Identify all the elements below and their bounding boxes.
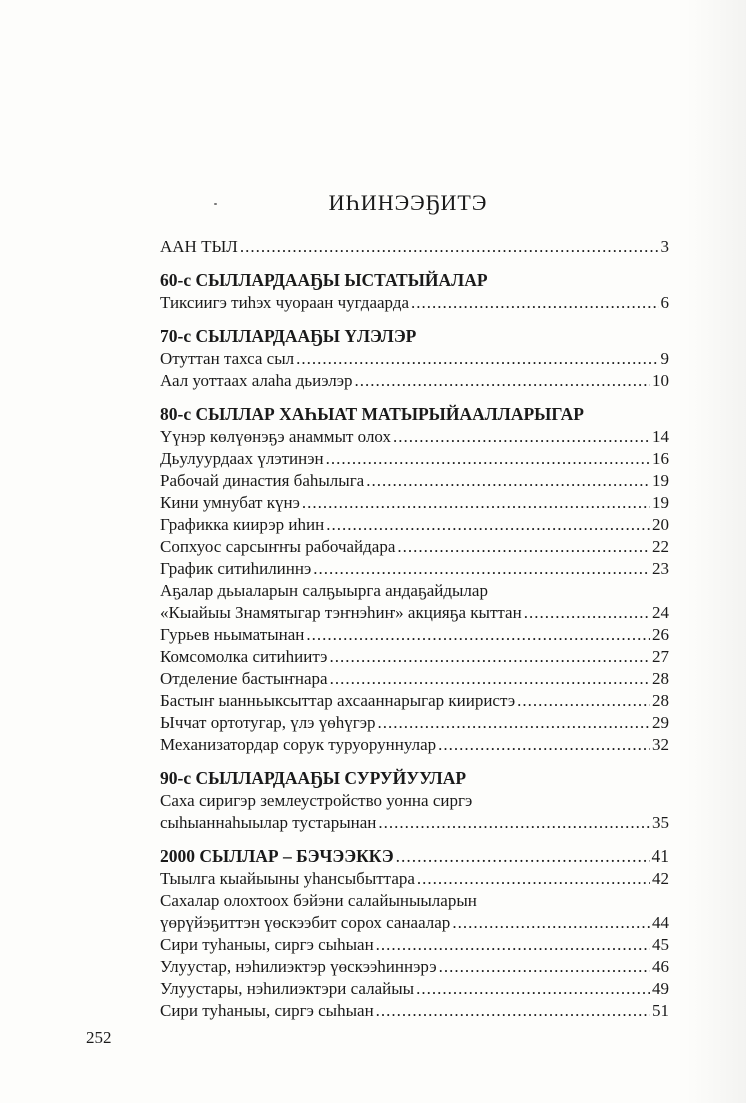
dot-leader — [240, 236, 659, 258]
dot-leader — [524, 602, 650, 624]
dot-leader — [378, 712, 651, 734]
section-heading-text: 2000 СЫЛЛАР – БЭЧЭЭККЭ — [160, 846, 394, 866]
toc-entry — [160, 470, 669, 492]
toc-entry — [160, 624, 669, 646]
section-heading — [160, 402, 669, 426]
page-ref: 42 — [652, 869, 669, 888]
entry-title: Рабочай династия баһылыга — [160, 471, 365, 490]
toc-section — [160, 236, 669, 258]
dot-leader — [296, 348, 658, 370]
dot-leader — [306, 624, 650, 646]
toc-entry — [160, 890, 669, 912]
dot-leader — [376, 1000, 650, 1022]
entry-title: Бастыҥ ыанньыксыттар ахсааннарыгар кииристэ — [160, 691, 516, 710]
page-ref: 19 — [652, 493, 669, 512]
entry-title: График ситиһилиннэ — [160, 559, 312, 578]
toc-entry — [160, 978, 669, 1000]
page-ref: 23 — [652, 559, 669, 578]
page-ref: 28 — [652, 669, 669, 688]
entry-title: үөрүйэҕиттэн үөскээбит сорох санаалар — [160, 913, 451, 932]
page-number: 252 — [86, 1028, 112, 1047]
page-ref: 46 — [652, 957, 669, 976]
section-heading-text: 80-с СЫЛЛАР ХАҺЫАТ МАТЫРЫЙААЛЛАРЫГАР — [160, 404, 584, 424]
entry-title: Үүнэр көлүөнэҕэ анаммыт олох — [160, 427, 392, 446]
toc-entry — [160, 448, 669, 470]
dot-leader — [313, 558, 650, 580]
toc-section — [160, 402, 669, 756]
entry-title: Тыылга кыайыыны уһансыбыттара — [160, 869, 415, 888]
section-heading-text: 60-с СЫЛЛАРДААҔЫ ЫСТАТЫЙАЛАР — [160, 270, 488, 290]
dot-leader — [439, 956, 650, 978]
toc-entry — [160, 956, 669, 978]
entry-title: Саха сиригэр землеустройство уонна сиргэ — [160, 791, 473, 810]
entry-title: Сири туһаныы, сиргэ сыһыан — [160, 935, 374, 954]
toc-entry — [160, 790, 669, 812]
toc-entry — [160, 734, 669, 756]
section-heading — [160, 268, 669, 292]
page-ref: 24 — [652, 603, 669, 622]
page-ref: 16 — [652, 449, 669, 468]
section-heading-text: 70-с СЫЛЛАРДААҔЫ ҮЛЭЛЭР — [160, 326, 417, 346]
toc-entry — [160, 812, 669, 834]
toc-entry — [160, 668, 669, 690]
dot-leader — [416, 978, 650, 1000]
entry-title: Аҕалар дьыаларын салҕыырга андаҕайдылар — [160, 581, 488, 600]
page-ref: 27 — [652, 647, 669, 666]
section-heading-text: 90-с СЫЛЛАРДААҔЫ СУРУЙУУЛАР — [160, 768, 467, 788]
toc-entry — [160, 934, 669, 956]
toc-section — [160, 324, 669, 392]
toc-entry — [160, 712, 669, 734]
page-ref: 9 — [660, 349, 669, 368]
toc-entry — [160, 868, 669, 890]
toc-entry — [160, 558, 669, 580]
section-heading — [160, 324, 669, 348]
entry-title: Графикка киирэр иһин — [160, 515, 325, 534]
page-ref: 10 — [652, 371, 669, 390]
dot-leader — [326, 448, 650, 470]
toc-entry — [160, 348, 669, 370]
dot-leader — [326, 514, 650, 536]
toc-entry — [160, 690, 669, 712]
section-heading — [160, 236, 669, 258]
toc-section — [160, 766, 669, 834]
page-ref: 6 — [660, 293, 669, 312]
page-ref: 44 — [652, 913, 669, 932]
dot-leader — [330, 668, 650, 690]
entry-title: Сопхуос сарсыҥҥы рабочайдара — [160, 537, 396, 556]
entry-title: сыһыаннаһыылар тустарынан — [160, 813, 377, 832]
page-ref: 35 — [652, 813, 669, 832]
page-ref: 51 — [652, 1001, 669, 1020]
entry-title: Механизатордар сорук туруоруннулар — [160, 735, 437, 754]
page-ref: 19 — [652, 471, 669, 490]
scan-shading — [686, 0, 746, 1103]
page-ref: 22 — [652, 537, 669, 556]
toc-section — [160, 268, 669, 314]
entry-title: Тиксиигэ тиһэх чуораан чугдаарда — [160, 293, 410, 312]
toc-entry — [160, 536, 669, 558]
dot-leader — [411, 292, 658, 314]
dot-leader — [438, 734, 650, 756]
entry-title: Улуустары, нэһилиэктэри салайыы — [160, 979, 415, 998]
toc-entry — [160, 912, 669, 934]
page-ref: 29 — [652, 713, 669, 732]
dot-leader — [355, 370, 650, 392]
dot-leader — [329, 646, 650, 668]
entry-title: Гурьев ньыматынан — [160, 625, 305, 644]
section-heading — [160, 766, 669, 790]
toc-entry — [160, 370, 669, 392]
page-ref: 26 — [652, 625, 669, 644]
entry-title: Комсомолка ситиһиитэ — [160, 647, 328, 666]
entry-title: Отделение бастыҥнара — [160, 669, 328, 688]
page-title: ИҺИНЭЭҔИТЭ — [328, 190, 488, 215]
page-ref: 3 — [660, 237, 669, 256]
page-ref: 32 — [652, 735, 669, 754]
entry-title: Сахалар олохтоох бэйэни салайыныыларын — [160, 891, 477, 910]
dot-leader — [393, 426, 650, 448]
toc-entry — [160, 292, 669, 314]
dot-leader — [396, 844, 650, 868]
toc-section — [160, 844, 669, 1022]
page-ref: 28 — [652, 691, 669, 710]
table-of-contents — [160, 236, 669, 1032]
toc-entry — [160, 426, 669, 448]
entry-title: «Кыайыы Знамятыгар тэҥнэһиҥ» акцияҕа кыттан — [160, 603, 522, 622]
dot-leader — [302, 492, 650, 514]
toc-entry — [160, 580, 669, 602]
toc-entry — [160, 1000, 669, 1022]
page-ref: 45 — [652, 935, 669, 954]
dot-leader — [452, 912, 650, 934]
page-ref: 20 — [652, 515, 669, 534]
entry-title: Улуустар, нэһилиэктэр үөскээһиннэрэ — [160, 957, 437, 976]
entry-title: Отуттан тахса сыл — [160, 349, 295, 368]
entry-title: Кини умнубат күнэ — [160, 493, 300, 512]
dot-leader — [378, 812, 650, 834]
dot-leader — [417, 868, 650, 890]
section-heading-text: ААН ТЫЛ — [160, 237, 238, 256]
dot-leader — [397, 536, 650, 558]
dot-leader — [376, 934, 650, 956]
toc-entry — [160, 646, 669, 668]
dot-leader — [366, 470, 650, 492]
page-ref: 49 — [652, 979, 669, 998]
page-ref: 41 — [651, 846, 669, 866]
section-heading — [160, 844, 669, 868]
toc-entry — [160, 492, 669, 514]
toc-entry — [160, 514, 669, 536]
dot-leader — [517, 690, 650, 712]
entry-title: Дьулуурдаах үлэтинэн — [160, 449, 324, 468]
entry-title: Ыччат ортотугар, үлэ үөһүгэр — [160, 713, 376, 732]
toc-entry — [160, 602, 669, 624]
entry-title: Сири туһаныы, сиргэ сыһыан — [160, 1001, 374, 1020]
entry-title: Аал уоттаах алаһа дьиэлэр — [160, 371, 353, 390]
page-ref: 14 — [652, 427, 669, 446]
